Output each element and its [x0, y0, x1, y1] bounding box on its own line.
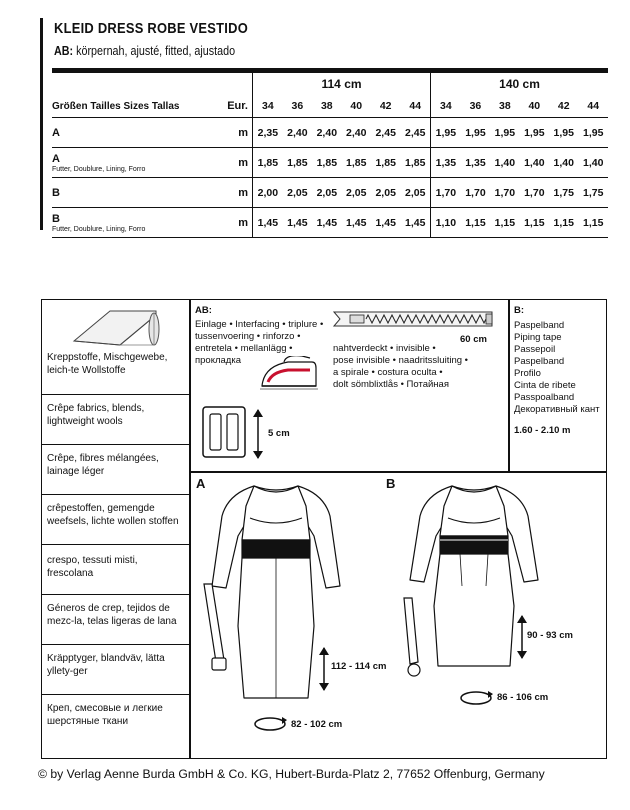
iron-icon [258, 356, 320, 392]
interfacing-line: entretela • mellanlägg • [195, 343, 293, 354]
size-cell: 38 [490, 95, 519, 118]
size-cell: 42 [371, 95, 400, 118]
value-cell: 1,40 [549, 148, 578, 178]
subtitle-text: körpernah, ajusté, fitted, ajustado [76, 44, 236, 58]
value-cell: 1,15 [549, 208, 578, 238]
subtitle-prefix: AB: [54, 44, 74, 58]
row-sublabel: Futter, Doublure, Lining, Forro [52, 165, 146, 173]
fabric-es: Géneros de crep, tejidos de mezc-la, telas ligeras de lana [47, 603, 177, 627]
notions-b-label: B: [514, 305, 525, 316]
size-cell: 44 [400, 95, 430, 118]
value-cell: 1,45 [342, 208, 371, 238]
fabric-roll-icon [70, 305, 162, 353]
value-cell: 1,40 [490, 148, 519, 178]
fabric-en: Crêpe fabrics, blends, lightweight wools [47, 403, 145, 427]
hem-width-b-icon [458, 686, 494, 710]
view-b-label: B [386, 476, 396, 491]
unit-cell: m [220, 148, 253, 178]
value-cell: 2,05 [312, 178, 341, 208]
fabric-divider [41, 544, 189, 545]
fabric-de: Kreppstoffe, Mischgewebe, leich-te Wollstoffe [47, 352, 168, 376]
value-cell: 1,45 [312, 208, 341, 238]
view-b-hem: 86 - 106 cm [497, 692, 549, 703]
value-cell: 1,75 [549, 178, 578, 208]
size-cell: 40 [342, 95, 371, 118]
pattern-fit-subtitle [54, 44, 235, 58]
belt-b-icon [398, 596, 428, 680]
interfacing-line: Einlage • Interfacing • triplure • [195, 319, 324, 330]
value-cell: 1,45 [400, 208, 430, 238]
buckle-height-arrow-icon [252, 408, 264, 460]
piping-line: Profilo [514, 368, 541, 379]
piping-line: Piping tape [514, 332, 562, 343]
row-label: B [52, 186, 60, 199]
left-accent-bar [40, 18, 43, 230]
value-cell: 2,35 [253, 118, 283, 148]
interfacing-line: прокладка [195, 355, 241, 366]
value-cell: 1,35 [431, 148, 461, 178]
value-cell: 1,95 [431, 118, 461, 148]
value-cell: 2,00 [253, 178, 283, 208]
size-cell: 36 [283, 95, 312, 118]
value-cell: 1,15 [461, 208, 490, 238]
unit-cell: m [220, 208, 253, 238]
unit-cell: m [220, 118, 253, 148]
zipper-length: 60 cm [460, 334, 487, 345]
value-cell: 2,40 [342, 118, 371, 148]
value-cell: 1,40 [578, 148, 608, 178]
copyright-notice: © by Verlag Aenne Burda GmbH & Co. KG, Hubert-Burda-Platz 2, 77652 Offenburg, Germany [38, 767, 545, 781]
value-cell: 1,40 [520, 148, 549, 178]
value-cell: 1,15 [578, 208, 608, 238]
fabric-fr: Crêpe, fibres mélangées, lainage léger [47, 453, 159, 477]
fabric-divider [41, 594, 189, 595]
piping-line: Cinta de ribete [514, 380, 576, 391]
value-cell: 1,10 [431, 208, 461, 238]
belt-a-icon [200, 582, 230, 674]
size-cell: 36 [461, 95, 490, 118]
size-cell: 34 [431, 95, 461, 118]
value-cell: 2,05 [342, 178, 371, 208]
fabric-ru: Креп, смесовые и легкие шерстяные ткани [47, 703, 163, 727]
value-cell: 2,05 [283, 178, 312, 208]
value-cell: 1,70 [461, 178, 490, 208]
yardage-table [52, 68, 608, 238]
value-cell: 1,45 [283, 208, 312, 238]
hem-width-a-icon [252, 712, 288, 736]
row-label: A [52, 152, 60, 165]
value-cell: 1,85 [371, 148, 400, 178]
value-cell: 2,40 [283, 118, 312, 148]
unit-cell: m [220, 178, 253, 208]
buckle-size: 5 cm [268, 428, 290, 439]
fabric-it: crespo, tessuti misti, frescolana [47, 555, 138, 579]
table-row [52, 178, 608, 208]
value-cell: 1,70 [490, 178, 519, 208]
fabric-sv: Kräpptyger, blandväv, lätta yllety-ger [47, 653, 165, 677]
size-header-row [52, 95, 608, 118]
piping-line: Paspelband [514, 320, 565, 331]
value-cell: 1,95 [520, 118, 549, 148]
fabric-nl: crêpestoffen, gemengde weefsels, lichte wollen stoffen [47, 503, 179, 527]
zipper-line: a spirale • costura oculta • [333, 367, 443, 378]
table-row [52, 148, 608, 178]
fabric-divider [41, 644, 189, 645]
pattern-title: KLEID DRESS ROBE VESTIDO [54, 20, 248, 37]
width-140-header: 140 cm [431, 71, 608, 96]
fabric-divider [41, 494, 189, 495]
value-cell: 1,95 [549, 118, 578, 148]
value-cell: 1,15 [520, 208, 549, 238]
table-row [52, 118, 608, 148]
size-cell: 34 [253, 95, 283, 118]
value-cell: 1,70 [431, 178, 461, 208]
size-cell: 40 [520, 95, 549, 118]
fabric-divider [41, 444, 189, 445]
length-arrow-a-icon [318, 646, 330, 692]
value-cell: 2,05 [371, 178, 400, 208]
column-divider [189, 299, 191, 759]
value-cell: 1,35 [461, 148, 490, 178]
value-cell: 1,95 [578, 118, 608, 148]
value-cell: 1,85 [312, 148, 341, 178]
piping-line: Passpoalband [514, 392, 575, 403]
value-cell: 1,45 [371, 208, 400, 238]
view-b-length: 90 - 93 cm [527, 630, 573, 641]
piping-line: Paspelband [514, 356, 565, 367]
view-a-hem: 82 - 102 cm [291, 719, 343, 730]
value-cell: 1,70 [520, 178, 549, 208]
size-cell: 44 [578, 95, 608, 118]
size-cell: 42 [549, 95, 578, 118]
width-114-header: 114 cm [253, 71, 431, 96]
value-cell: 2,45 [371, 118, 400, 148]
value-cell: 1,95 [490, 118, 519, 148]
sizes-label: Größen Tailles Sizes Tallas [52, 95, 220, 118]
eur-label: Eur. [220, 95, 253, 118]
value-cell: 2,40 [312, 118, 341, 148]
notions-ab-label: AB: [195, 305, 212, 316]
value-cell: 1,85 [400, 148, 430, 178]
value-cell: 2,45 [400, 118, 430, 148]
piping-amount: 1.60 - 2.10 m [514, 425, 571, 436]
piping-line: Passepoil [514, 344, 556, 355]
zipper-line: pose invisible • naadritssluiting • [333, 355, 468, 366]
notions-divider [190, 471, 607, 473]
value-cell: 2,05 [400, 178, 430, 208]
view-a-length: 112 - 114 cm [331, 661, 387, 672]
buckle-icon [200, 404, 250, 460]
fabric-divider [41, 394, 189, 395]
value-cell: 1,85 [283, 148, 312, 178]
value-cell: 1,45 [253, 208, 283, 238]
value-cell: 1,15 [490, 208, 519, 238]
zipper-line: dolt sömblixtlås • Потайная [333, 379, 449, 390]
value-cell: 1,85 [253, 148, 283, 178]
view-a-label: A [196, 476, 206, 491]
value-cell: 1,75 [578, 178, 608, 208]
value-cell: 1,95 [461, 118, 490, 148]
piping-line: Декоративный кант [514, 404, 600, 415]
width-header-row [52, 71, 608, 96]
zipper-line: nahtverdeckt • invisible • [333, 343, 436, 354]
interfacing-line: tussenvoering • rinforzo • [195, 331, 301, 342]
table-row [52, 208, 608, 238]
zipper-icon [332, 306, 502, 332]
value-cell: 1,85 [342, 148, 371, 178]
row-label: B [52, 212, 60, 225]
size-cell: 38 [312, 95, 341, 118]
fabric-divider [41, 694, 189, 695]
piping-divider [508, 299, 510, 471]
row-sublabel: Futter, Doublure, Lining, Forro [52, 225, 146, 233]
row-label: A [52, 126, 60, 139]
